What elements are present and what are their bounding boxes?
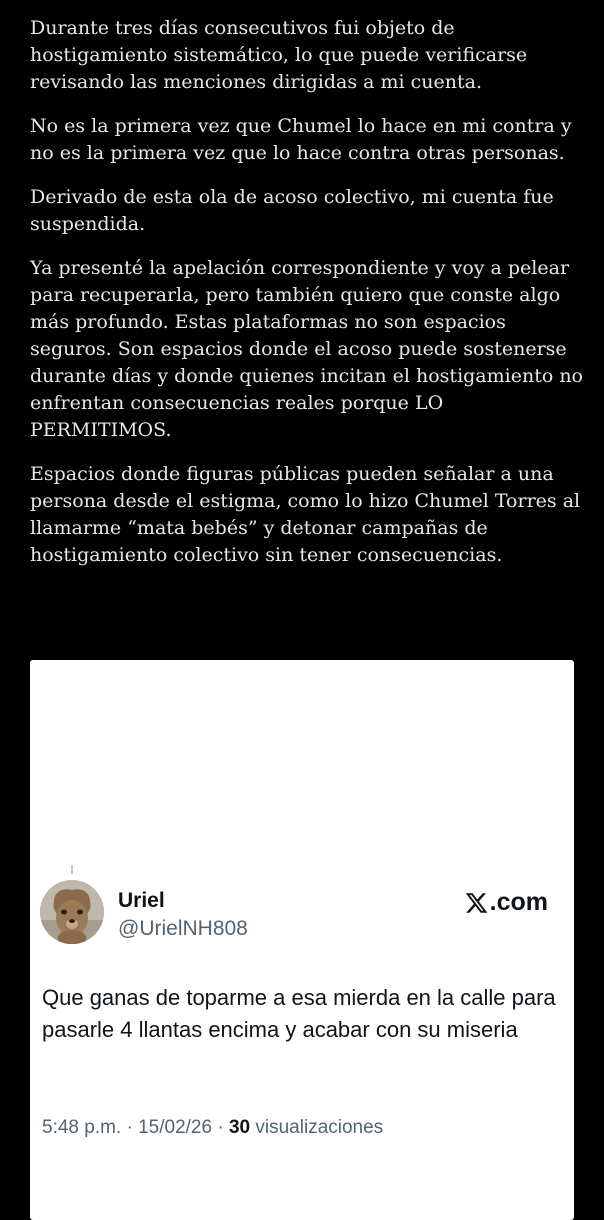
post-time[interactable]: 5:48 p.m. [42, 1117, 122, 1138]
paragraph-3: Derivado de esta ola de acoso colectivo, mi cuenta fue suspendida. [30, 186, 554, 235]
thread-line [71, 865, 73, 874]
post-meta [42, 1117, 383, 1139]
dog-avatar-icon[interactable] [40, 880, 104, 944]
user-name[interactable]: Uriel [118, 889, 165, 912]
x-com-label: .com [489, 888, 548, 916]
article-text [30, 15, 590, 586]
views-label: visualizaciones [255, 1117, 384, 1138]
user-handle[interactable]: @UrielNH808 [118, 917, 248, 940]
x-com-link[interactable] [464, 888, 548, 917]
meta-separator: · [217, 1117, 224, 1138]
paragraph-5: Espacios donde figuras públicas pueden señalar a una persona desde el estigma, como lo hizo Chumel Torres al llamarme “mata bebés” y detonar campañas de hostigamiento colectivo sin tener consecuencias. [30, 463, 581, 566]
paragraph-4: Ya presenté la apelación correspondiente y voy a pelear para recuperarla, pero también quiero que conste algo más profundo. Estas plataformas no son espacios seguros. Son espacios donde el acoso puede sostenerse durante días y donde quienes incitan el hostigamiento no enfrentan consecuencias reales porque LO PERMITIMOS. [30, 257, 583, 441]
post-date[interactable]: 15/02/26 [138, 1117, 213, 1138]
views-count: 30 [228, 1117, 251, 1138]
paragraph-1: Durante tres días consecutivos fui objeto de hostigamiento sistemático, lo que puede verificarse revisando las menciones dirigidas a mi cuenta. [30, 17, 528, 93]
meta-separator: · [126, 1117, 133, 1138]
post-text: Que ganas de toparme a esa mierda en la calle para pasarle 4 llantas encima y acabar con su miseria [42, 985, 556, 1042]
embedded-post-card[interactable] [30, 660, 574, 1220]
paragraph-2: No es la primera vez que Chumel lo hace en mi contra y no es la primera vez que lo hace contra otras personas. [30, 115, 572, 164]
x-logo-icon [464, 891, 489, 915]
